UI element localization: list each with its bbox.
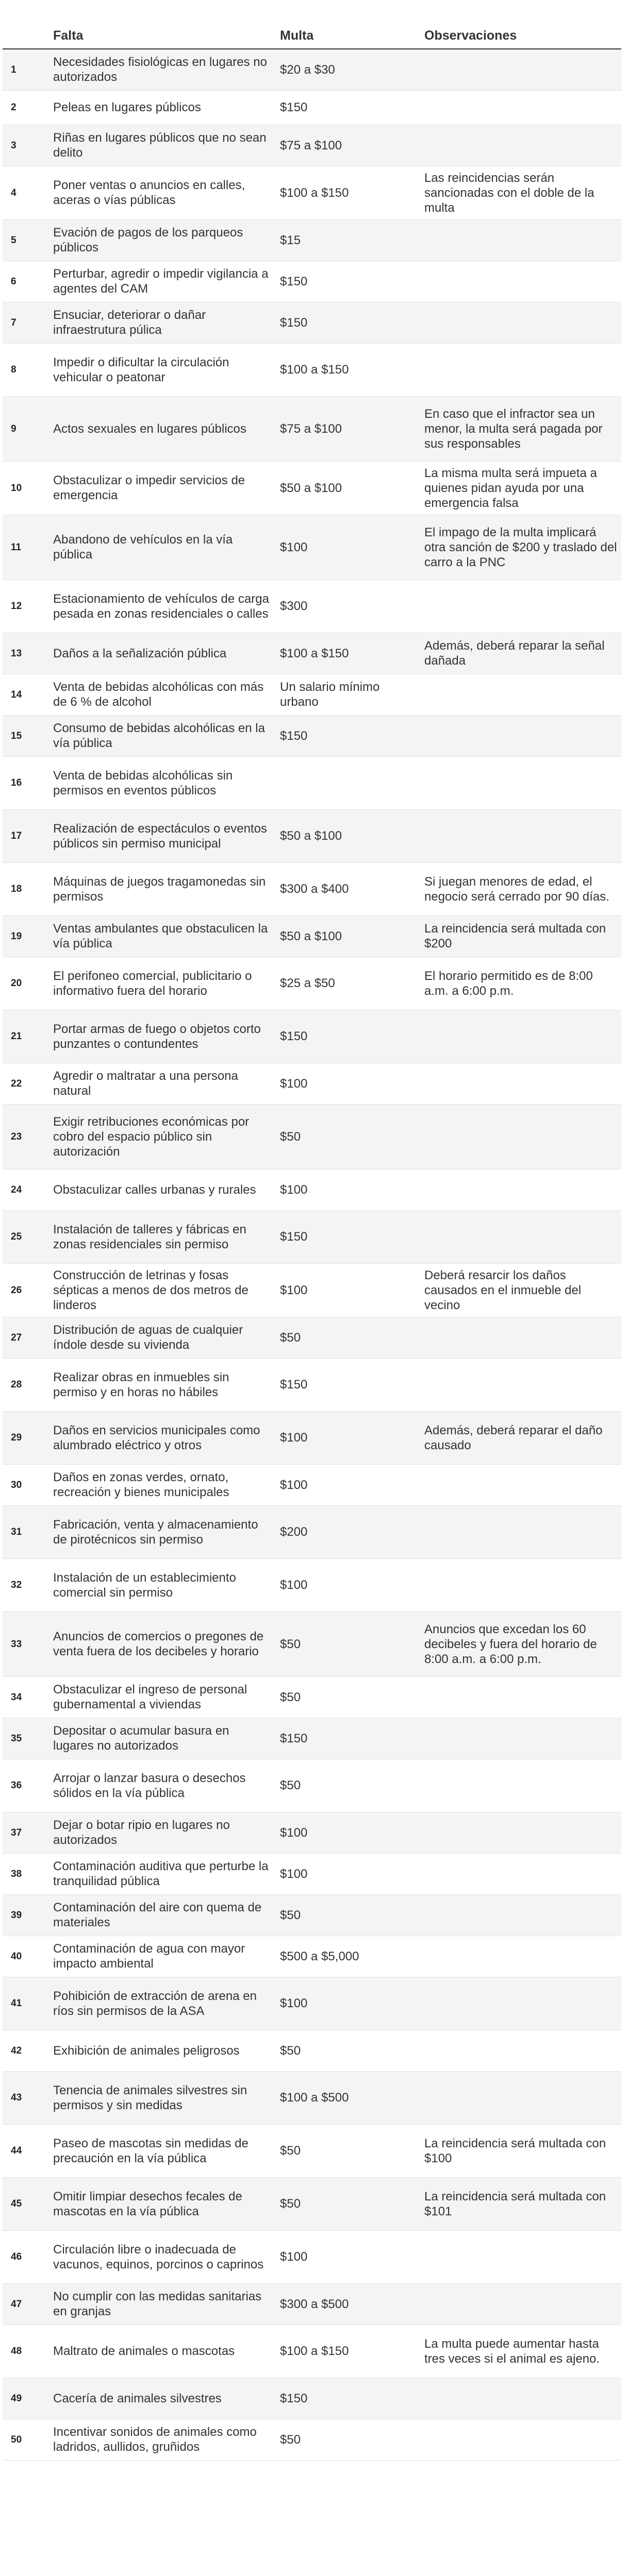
header-row: [3, 9, 621, 49]
fines-table-container: [3, 9, 621, 2461]
header-number: [3, 9, 49, 49]
multa-cell: $100: [276, 1977, 420, 2030]
falta-cell: Exigir retribuciones económicas por cobro del espacio público sin autorización: [49, 1104, 276, 1169]
falta-cell: Maltrato de animales o mascotas: [49, 2325, 276, 2378]
table-row: [3, 1759, 621, 1812]
observaciones-cell: [420, 261, 621, 302]
observaciones-cell: La reincidencia será multada con $100: [420, 2124, 621, 2177]
row-number: 24: [3, 1169, 49, 1210]
observaciones-cell: [420, 2230, 621, 2283]
observaciones-cell: [420, 2283, 621, 2325]
table-row: [3, 461, 621, 515]
falta-cell: Realizar obras en inmuebles sin permiso y en horas no hábiles: [49, 1358, 276, 1411]
falta-cell: Peleas en lugares públicos: [49, 90, 276, 125]
multa-cell: $100 a $150: [276, 343, 420, 396]
table-row: [3, 125, 621, 166]
observaciones-cell: [420, 1169, 621, 1210]
table-row: [3, 1210, 621, 1263]
row-number: 25: [3, 1210, 49, 1263]
row-number: 10: [3, 461, 49, 515]
row-number: 11: [3, 515, 49, 580]
table-row: [3, 2030, 621, 2071]
falta-cell: Depositar o acumular basura en lugares no autorizados: [49, 1718, 276, 1759]
observaciones-cell: [420, 756, 621, 809]
observaciones-cell: Anuncios que excedan los 60 decibeles y fuera del horario de 8:00 a.m. a 6:00 p.m.: [420, 1612, 621, 1676]
falta-cell: Dejar o botar ripio en lugares no autorizados: [49, 1812, 276, 1853]
falta-cell: Perturbar, agredir o impedir vigilancia a agentes del CAM: [49, 261, 276, 302]
table-row: [3, 1358, 621, 1411]
falta-cell: Omitir limpiar desechos fecales de mascotas en la vía pública: [49, 2177, 276, 2230]
falta-cell: Daños en servicios municipales como alumbrado eléctrico y otros: [49, 1411, 276, 1464]
falta-cell: Abandono de vehículos en la vía pública: [49, 515, 276, 580]
observaciones-cell: [420, 1358, 621, 1411]
observaciones-cell: [420, 302, 621, 343]
falta-cell: Obstaculizar o impedir servicios de emergencia: [49, 461, 276, 515]
observaciones-cell: [420, 1317, 621, 1358]
multa-cell: $50: [276, 1317, 420, 1358]
row-number: 47: [3, 2283, 49, 2325]
table-row: [3, 1812, 621, 1853]
multa-cell: $100: [276, 1411, 420, 1464]
multa-cell: $500 a $5,000: [276, 1936, 420, 1977]
row-number: 4: [3, 166, 49, 219]
falta-cell: Daños a la señalización pública: [49, 633, 276, 674]
table-row: [3, 2325, 621, 2378]
observaciones-cell: [420, 1676, 621, 1718]
multa-cell: $50: [276, 1104, 420, 1169]
table-row: [3, 261, 621, 302]
table-row: [3, 2419, 621, 2460]
observaciones-cell: La reincidencia será multada con $101: [420, 2177, 621, 2230]
falta-cell: Construcción de letrinas y fosas sépticas a menos de dos metros de linderos: [49, 1263, 276, 1317]
multa-cell: $100 a $500: [276, 2071, 420, 2124]
multa-cell: $150: [276, 1718, 420, 1759]
falta-cell: Impedir o dificultar la circulación vehicular o peatonar: [49, 343, 276, 396]
observaciones-cell: Deberá resarcir los daños causados en el inmueble del vecino: [420, 1263, 621, 1317]
falta-cell: Riñas en lugares públicos que no sean delito: [49, 125, 276, 166]
multa-cell: $150: [276, 1358, 420, 1411]
falta-cell: Exhibición de animales peligrosos: [49, 2030, 276, 2071]
observaciones-cell: [420, 1718, 621, 1759]
observaciones-cell: [420, 1505, 621, 1558]
row-number: 18: [3, 862, 49, 916]
multa-cell: $100: [276, 515, 420, 580]
multa-cell: Un salario mínimo urbano: [276, 674, 420, 715]
observaciones-cell: [420, 2030, 621, 2071]
row-number: 41: [3, 1977, 49, 2030]
row-number: 23: [3, 1104, 49, 1169]
multa-cell: $50: [276, 2177, 420, 2230]
multa-cell: $300 a $500: [276, 2283, 420, 2325]
multa-cell: $50: [276, 1759, 420, 1812]
multa-cell: $100: [276, 1169, 420, 1210]
table-row: [3, 1718, 621, 1759]
multa-cell: $150: [276, 90, 420, 125]
observaciones-cell: [420, 1063, 621, 1104]
row-number: 12: [3, 580, 49, 633]
observaciones-cell: El horario permitido es de 8:00 a.m. a 6:00 p.m.: [420, 957, 621, 1010]
falta-cell: Venta de bebidas alcohólicas sin permisos en eventos públicos: [49, 756, 276, 809]
observaciones-cell: [420, 1210, 621, 1263]
multa-cell: $75 a $100: [276, 125, 420, 166]
table-row: [3, 2124, 621, 2177]
table-row: [3, 809, 621, 862]
falta-cell: Pohibición de extracción de arena en ríos sin permisos de la ASA: [49, 1977, 276, 2030]
observaciones-cell: Además, deberá reparar la señal dañada: [420, 633, 621, 674]
observaciones-cell: [420, 715, 621, 756]
multa-cell: $50 a $100: [276, 461, 420, 515]
falta-cell: Obstaculizar el ingreso de personal gubernamental a viviendas: [49, 1676, 276, 1718]
observaciones-cell: Las reincidencias serán sancionadas con el doble de la multa: [420, 166, 621, 219]
observaciones-cell: [420, 1894, 621, 1936]
falta-cell: Cacería de animales silvestres: [49, 2378, 276, 2419]
table-row: [3, 2283, 621, 2325]
row-number: 31: [3, 1505, 49, 1558]
row-number: 38: [3, 1853, 49, 1894]
falta-cell: Consumo de bebidas alcohólicas en la vía pública: [49, 715, 276, 756]
falta-cell: Realización de espectáculos o eventos públicos sin permiso municipal: [49, 809, 276, 862]
table-row: [3, 1505, 621, 1558]
table-row: [3, 1010, 621, 1063]
row-number: 50: [3, 2419, 49, 2460]
multa-cell: $100: [276, 1263, 420, 1317]
observaciones-cell: [420, 1464, 621, 1505]
observaciones-cell: [420, 1010, 621, 1063]
row-number: 32: [3, 1558, 49, 1612]
falta-cell: No cumplir con las medidas sanitarias en granjas: [49, 2283, 276, 2325]
falta-cell: Actos sexuales en lugares públicos: [49, 396, 276, 461]
row-number: 16: [3, 756, 49, 809]
table-row: [3, 2230, 621, 2283]
table-row: [3, 219, 621, 261]
row-number: 36: [3, 1759, 49, 1812]
observaciones-cell: [420, 2071, 621, 2124]
falta-cell: Contaminación auditiva que perturbe la tranquilidad pública: [49, 1853, 276, 1894]
row-number: 29: [3, 1411, 49, 1464]
table-row: [3, 1936, 621, 1977]
falta-cell: Contaminación del aire con quema de materiales: [49, 1894, 276, 1936]
observaciones-cell: [420, 1104, 621, 1169]
multa-cell: $100: [276, 1853, 420, 1894]
multa-cell: $100: [276, 1558, 420, 1612]
observaciones-cell: [420, 1759, 621, 1812]
table-row: [3, 715, 621, 756]
falta-cell: Necesidades fisiológicas en lugares no autorizados: [49, 49, 276, 90]
multa-cell: [276, 756, 420, 809]
row-number: 44: [3, 2124, 49, 2177]
row-number: 8: [3, 343, 49, 396]
multa-cell: $50: [276, 2124, 420, 2177]
observaciones-cell: La multa puede aumentar hasta tres veces si el animal es ajeno.: [420, 2325, 621, 2378]
table-row: [3, 2177, 621, 2230]
multa-cell: $100: [276, 1063, 420, 1104]
falta-cell: Venta de bebidas alcohólicas con más de 6 % de alcohol: [49, 674, 276, 715]
multa-cell: $150: [276, 1210, 420, 1263]
multa-cell: $150: [276, 715, 420, 756]
header-observaciones: Observaciones: [420, 9, 621, 49]
table-row: [3, 1411, 621, 1464]
multa-cell: $50: [276, 2030, 420, 2071]
falta-cell: Máquinas de juegos tragamonedas sin permisos: [49, 862, 276, 916]
row-number: 27: [3, 1317, 49, 1358]
multa-cell: $100 a $150: [276, 166, 420, 219]
table-row: [3, 862, 621, 916]
falta-cell: Instalación de talleres y fábricas en zonas residenciales sin permiso: [49, 1210, 276, 1263]
row-number: 2: [3, 90, 49, 125]
table-row: [3, 580, 621, 633]
row-number: 43: [3, 2071, 49, 2124]
observaciones-cell: Si juegan menores de edad, el negocio será cerrado por 90 días.: [420, 862, 621, 916]
falta-cell: Anuncios de comercios o pregones de venta fuera de los decibeles y horario: [49, 1612, 276, 1676]
multa-cell: $150: [276, 2378, 420, 2419]
row-number: 3: [3, 125, 49, 166]
row-number: 14: [3, 674, 49, 715]
table-row: [3, 302, 621, 343]
row-number: 13: [3, 633, 49, 674]
table-row: [3, 756, 621, 809]
multa-cell: $75 a $100: [276, 396, 420, 461]
observaciones-cell: [420, 1936, 621, 1977]
header-falta: Falta: [49, 9, 276, 49]
table-row: [3, 1612, 621, 1676]
row-number: 30: [3, 1464, 49, 1505]
observaciones-cell: [420, 1558, 621, 1612]
table-row: [3, 343, 621, 396]
multa-cell: $50: [276, 1894, 420, 1936]
table-row: [3, 1263, 621, 1317]
row-number: 28: [3, 1358, 49, 1411]
multa-cell: $100: [276, 1812, 420, 1853]
observaciones-cell: [420, 343, 621, 396]
table-row: [3, 674, 621, 715]
observaciones-cell: [420, 674, 621, 715]
row-number: 49: [3, 2378, 49, 2419]
observaciones-cell: [420, 2419, 621, 2460]
falta-cell: Daños en zonas verdes, ornato, recreación y bienes municipales: [49, 1464, 276, 1505]
table-row: [3, 2378, 621, 2419]
table-row: [3, 1464, 621, 1505]
falta-cell: El perifoneo comercial, publicitario o informativo fuera del horario: [49, 957, 276, 1010]
falta-cell: Contaminación de agua con mayor impacto ambiental: [49, 1936, 276, 1977]
falta-cell: Paseo de mascotas sin medidas de precaución en la vía pública: [49, 2124, 276, 2177]
row-number: 17: [3, 809, 49, 862]
observaciones-cell: El impago de la multa implicará otra sanción de $200 y traslado del carro a la PNC: [420, 515, 621, 580]
multa-cell: $50: [276, 2419, 420, 2460]
row-number: 7: [3, 302, 49, 343]
multa-cell: $50 a $100: [276, 916, 420, 957]
falta-cell: Evación de pagos de los parqueos públicos: [49, 219, 276, 261]
row-number: 15: [3, 715, 49, 756]
row-number: 1: [3, 49, 49, 90]
row-number: 26: [3, 1263, 49, 1317]
multa-cell: $25 a $50: [276, 957, 420, 1010]
row-number: 37: [3, 1812, 49, 1853]
row-number: 46: [3, 2230, 49, 2283]
observaciones-cell: [420, 90, 621, 125]
row-number: 40: [3, 1936, 49, 1977]
observaciones-cell: [420, 580, 621, 633]
observaciones-cell: [420, 2378, 621, 2419]
table-row: [3, 1853, 621, 1894]
row-number: 5: [3, 219, 49, 261]
table-row: [3, 1063, 621, 1104]
row-number: 39: [3, 1894, 49, 1936]
table-row: [3, 49, 621, 90]
falta-cell: Portar armas de fuego o objetos corto punzantes o contundentes: [49, 1010, 276, 1063]
falta-cell: Agredir o maltratar a una persona natural: [49, 1063, 276, 1104]
multa-cell: $300: [276, 580, 420, 633]
row-number: 22: [3, 1063, 49, 1104]
table-row: [3, 396, 621, 461]
multa-cell: $300 a $400: [276, 862, 420, 916]
row-number: 42: [3, 2030, 49, 2071]
row-number: 20: [3, 957, 49, 1010]
multa-cell: $200: [276, 1505, 420, 1558]
observaciones-cell: [420, 1853, 621, 1894]
table-row: [3, 1977, 621, 2030]
observaciones-cell: [420, 125, 621, 166]
row-number: 34: [3, 1676, 49, 1718]
table-row: [3, 90, 621, 125]
observaciones-cell: [420, 219, 621, 261]
falta-cell: Estacionamiento de vehículos de carga pesada en zonas residenciales o calles: [49, 580, 276, 633]
row-number: 21: [3, 1010, 49, 1063]
table-row: [3, 1676, 621, 1718]
row-number: 45: [3, 2177, 49, 2230]
falta-cell: Incentivar sonidos de animales como ladridos, aullidos, gruñidos: [49, 2419, 276, 2460]
multa-cell: $50 a $100: [276, 809, 420, 862]
multa-cell: $150: [276, 261, 420, 302]
multa-cell: $100 a $150: [276, 2325, 420, 2378]
table-row: [3, 1104, 621, 1169]
observaciones-cell: Además, deberá reparar el daño causado: [420, 1411, 621, 1464]
falta-cell: Distribución de aguas de cualquier índole desde su vivienda: [49, 1317, 276, 1358]
multa-cell: $100 a $150: [276, 633, 420, 674]
falta-cell: Instalación de un establecimiento comercial sin permiso: [49, 1558, 276, 1612]
falta-cell: Poner ventas o anuncios en calles, aceras o vías públicas: [49, 166, 276, 219]
header-multa: Multa: [276, 9, 420, 49]
multa-cell: $15: [276, 219, 420, 261]
row-number: 6: [3, 261, 49, 302]
row-number: 9: [3, 396, 49, 461]
table-row: [3, 2071, 621, 2124]
table-row: [3, 1558, 621, 1612]
table-row: [3, 957, 621, 1010]
table-row: [3, 916, 621, 957]
table-row: [3, 1317, 621, 1358]
falta-cell: Obstaculizar calles urbanas y rurales: [49, 1169, 276, 1210]
table-row: [3, 1169, 621, 1210]
row-number: 35: [3, 1718, 49, 1759]
observaciones-cell: [420, 1977, 621, 2030]
fines-table: [3, 9, 621, 2461]
multa-cell: $100: [276, 1464, 420, 1505]
falta-cell: Tenencia de animales silvestres sin permisos y sin medidas: [49, 2071, 276, 2124]
observaciones-cell: [420, 1812, 621, 1853]
multa-cell: $100: [276, 2230, 420, 2283]
table-row: [3, 515, 621, 580]
row-number: 33: [3, 1612, 49, 1676]
falta-cell: Circulación libre o inadecuada de vacunos, equinos, porcinos o caprinos: [49, 2230, 276, 2283]
multa-cell: $50: [276, 1676, 420, 1718]
multa-cell: $50: [276, 1612, 420, 1676]
table-row: [3, 633, 621, 674]
falta-cell: Fabricación, venta y almacenamiento de pirotécnicos sin permiso: [49, 1505, 276, 1558]
observaciones-cell: [420, 49, 621, 90]
observaciones-cell: En caso que el infractor sea un menor, la multa será pagada por sus responsables: [420, 396, 621, 461]
row-number: 48: [3, 2325, 49, 2378]
table-row: [3, 166, 621, 219]
falta-cell: Ensuciar, deteriorar o dañar infraestrutura púlica: [49, 302, 276, 343]
table-row: [3, 1894, 621, 1936]
observaciones-cell: La reincidencia será multada con $200: [420, 916, 621, 957]
multa-cell: $150: [276, 1010, 420, 1063]
row-number: 19: [3, 916, 49, 957]
multa-cell: $150: [276, 302, 420, 343]
multa-cell: $20 a $30: [276, 49, 420, 90]
falta-cell: Arrojar o lanzar basura o desechos sólidos en la vía pública: [49, 1759, 276, 1812]
observaciones-cell: [420, 809, 621, 862]
falta-cell: Ventas ambulantes que obstaculicen la vía pública: [49, 916, 276, 957]
observaciones-cell: La misma multa será impueta a quienes pidan ayuda por una emergencia falsa: [420, 461, 621, 515]
